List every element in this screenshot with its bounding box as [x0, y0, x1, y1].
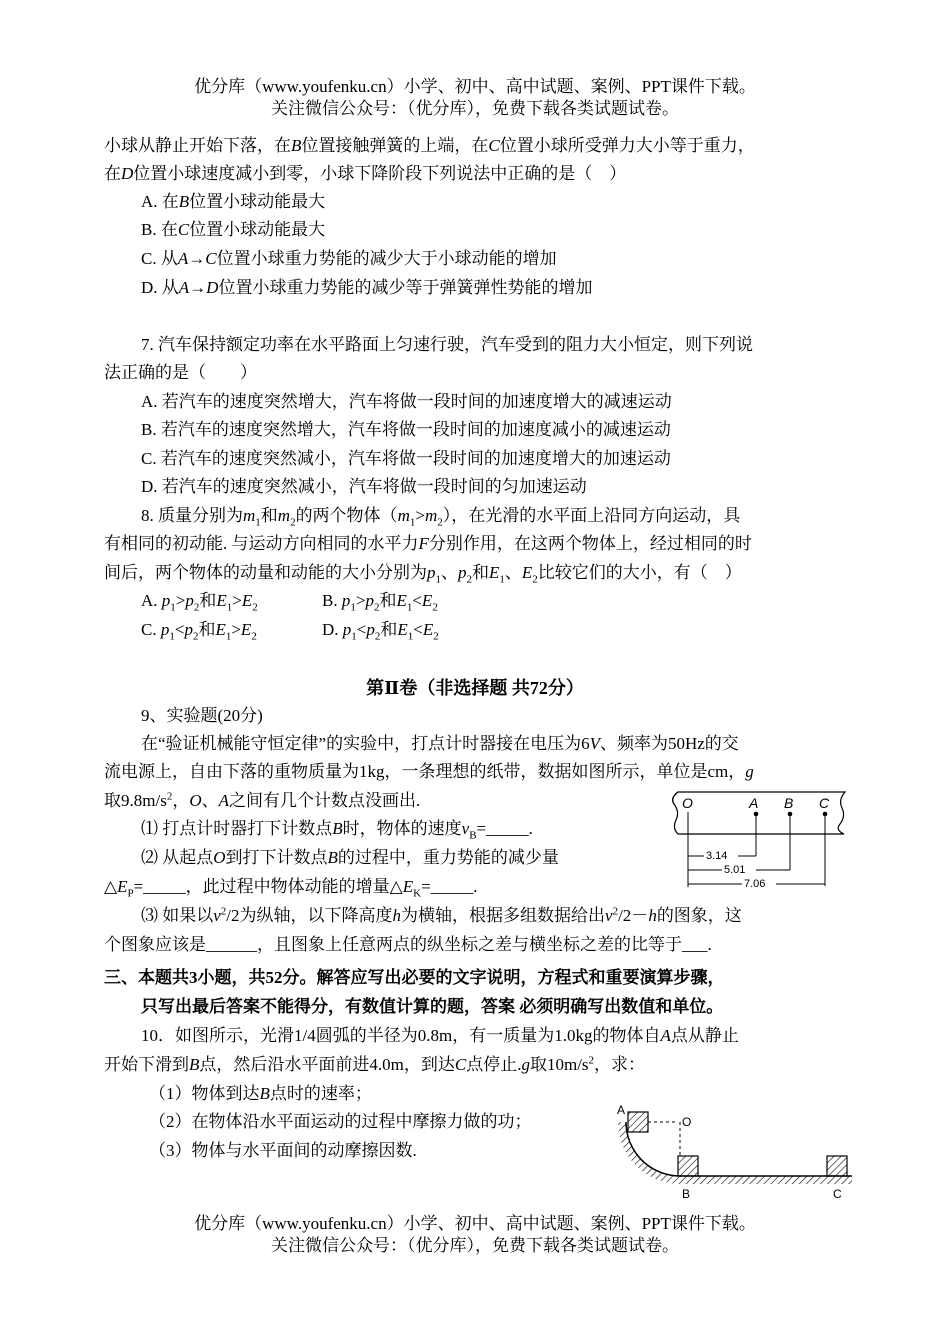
q10-line-1: 10．如图所示，光滑1/4圆弧的半径为0.8m，有一质量为1.0kg的物体自A点从静止 — [141, 1026, 739, 1045]
q10-sub-1: （1）物体到达B点时的速率； — [149, 1084, 372, 1103]
block-c — [827, 1156, 847, 1176]
tape-distance-3: 7.06 — [744, 878, 766, 890]
tape-distance-2: 5.01 — [724, 864, 746, 876]
q10-line-2: 开始下滑到B点，然后沿水平面前进4.0m，到达C点停止.g取$10m/s^2$，求： — [104, 1054, 646, 1074]
q10-sub-2: （2）在物体沿水平面运动的过程中摩擦力做的功； — [149, 1112, 532, 1131]
q8-line-2: 有相同的初动能. 与运动方向相同的水平力F分别作用，在这两个物体上，经过相同的时 — [104, 534, 752, 553]
footer-line-1: 优分库（www.youfenku.cn）小学、初中、高中试题、案例、PPT课件下载。 — [194, 1214, 756, 1233]
block-a — [628, 1112, 648, 1132]
block-b — [678, 1156, 698, 1176]
q6-line-2: 在D位置小球速度减小到零，小球下降阶段下列说法中正确的是（ ） — [104, 164, 627, 183]
section-3-line-2: 只写出最后答案不能得分，有数值计算的题，答案 必须明确写出数值和单位。 — [141, 997, 724, 1016]
q8-option-d: D. $p_1<p_2$和$E_1<E_2$ — [322, 620, 439, 643]
q9-part-3-line-1: ⑶ 如果以$v^2/2$为纵轴，以下降高度h为横轴，根据多组数据给出$v^2/2-h$的图象，这 — [141, 905, 742, 925]
q7-option-d: D. 若汽车的速度突然减小，汽车将做一段时间的匀加速运动 — [141, 477, 587, 496]
tape-label-a: A — [749, 795, 759, 811]
tape-figure — [660, 782, 860, 892]
arc-label-a: A — [617, 1103, 626, 1117]
q8-option-a: A. $p_1>p_2$和$E_1>E_2$ — [141, 591, 258, 614]
q9-line-3: 取$9.8m/s^2$，O、A之间有几个计数点没画出. — [104, 790, 421, 810]
q9-part-2-line-2: $\triangle E_P=\_\_\_\_\_$，此过程中物体动能的增量$\triangle E_K=\_\_\_\_\_$. — [104, 877, 478, 900]
section-3-line-1: 三、本题共3小题，共52分。解答应写出必要的文字说明，方程式和重要演算步骤， — [104, 968, 725, 987]
q8-option-c: C. $p_1<p_2$和$E_1>E_2$ — [141, 620, 257, 643]
q9-line-1: 在“验证机械能守恒定律”的实验中，打点计时器接在电压为6V、频率为50Hz的交 — [141, 734, 739, 753]
q9-part-3-line-2: 个图象应该是______，且图象上任意两点的纵坐标之差与横坐标之差的比等于___. — [104, 935, 712, 954]
q9-title: 9、实验题(20分) — [141, 706, 263, 725]
tape-dot-a — [754, 812, 759, 817]
q6-line-1: 小球从静止开始下落，在B位置接触弹簧的上端，在C位置小球所受弹力大小等于重力， — [104, 136, 755, 155]
q7-option-a: A. 若汽车的速度突然增大，汽车将做一段时间的加速度增大的减速运动 — [141, 392, 672, 411]
arc-label-b: B — [682, 1187, 691, 1201]
arc-figure — [612, 1102, 862, 1207]
q8-line-3: 间后，两个物体的动量和动能的大小分别为$p_1$、$p_2$和$E_1$、$E_2$比较它们的大小，有（ ） — [104, 563, 742, 586]
header-line-2: 关注微信公众号：（优分库），免费下载各类试题试卷。 — [271, 99, 679, 118]
tape-distance-1: 3.14 — [706, 850, 728, 862]
q7-option-b: B. 若汽车的速度突然增大，汽车将做一段时间的加速度减小的减速运动 — [141, 420, 671, 439]
q6-option-b: B. 在C位置小球动能最大 — [141, 220, 326, 239]
q6-option-a: A. 在B位置小球动能最大 — [141, 192, 326, 211]
q9-part-2-line-1: ⑵ 从起点O到打下计数点B的过程中，重力势能的减少量 — [141, 848, 559, 867]
q8-line-1: 8. 质量分别为$m_1$和$m_2$的两个物体$(m_1>m_2)$，在光滑的水平面上沿同方向运动，具 — [141, 506, 741, 529]
q7-line-1: 7. 汽车保持额定功率在水平路面上匀速行驶，汽车受到的阻力大小恒定，则下列说 — [141, 335, 753, 354]
q7-option-c: C. 若汽车的速度突然减小，汽车将做一段时间的加速度增大的加速运动 — [141, 449, 671, 468]
q6-option-c: C. 从A→C位置小球重力势能的减少大于小球动能的增加 — [141, 249, 557, 268]
tape-label-c: C — [819, 795, 830, 811]
q7-line-2: 法正确的是（ ） — [104, 363, 257, 382]
arc-label-o: O — [682, 1115, 692, 1129]
q9-part-1: ⑴ 打点计时器打下计数点B时，物体的速度$v_B=\_\_\_\_\_$. — [141, 819, 533, 842]
q8-option-b: B. $p_1>p_2$和$E_1<E_2$ — [322, 591, 438, 614]
header-line-1: 优分库（www.youfenku.cn）小学、初中、高中试题、案例、PPT课件下载。 — [194, 77, 756, 96]
section-2-title: 第Ⅱ卷（非选择题 共72分） — [366, 678, 584, 698]
tape-label-o: O — [682, 795, 693, 811]
tape-dot-b — [788, 812, 793, 817]
q6-option-d: D. 从A→D位置小球重力势能的减少等于弹簧弹性势能的增加 — [141, 278, 593, 297]
footer-line-2: 关注微信公众号：（优分库），免费下载各类试题试卷。 — [271, 1236, 679, 1255]
tape-dot-c — [823, 812, 828, 817]
arc-label-c: C — [833, 1187, 842, 1201]
tape-label-b: B — [784, 795, 794, 811]
q9-line-2: 流电源上，自由下落的重物质量为1kg，一条理想的纸带，数据如图所示，单位是cm，g — [104, 762, 754, 781]
q10-sub-3: （3）物体与水平面间的动摩擦因数. — [149, 1141, 417, 1160]
